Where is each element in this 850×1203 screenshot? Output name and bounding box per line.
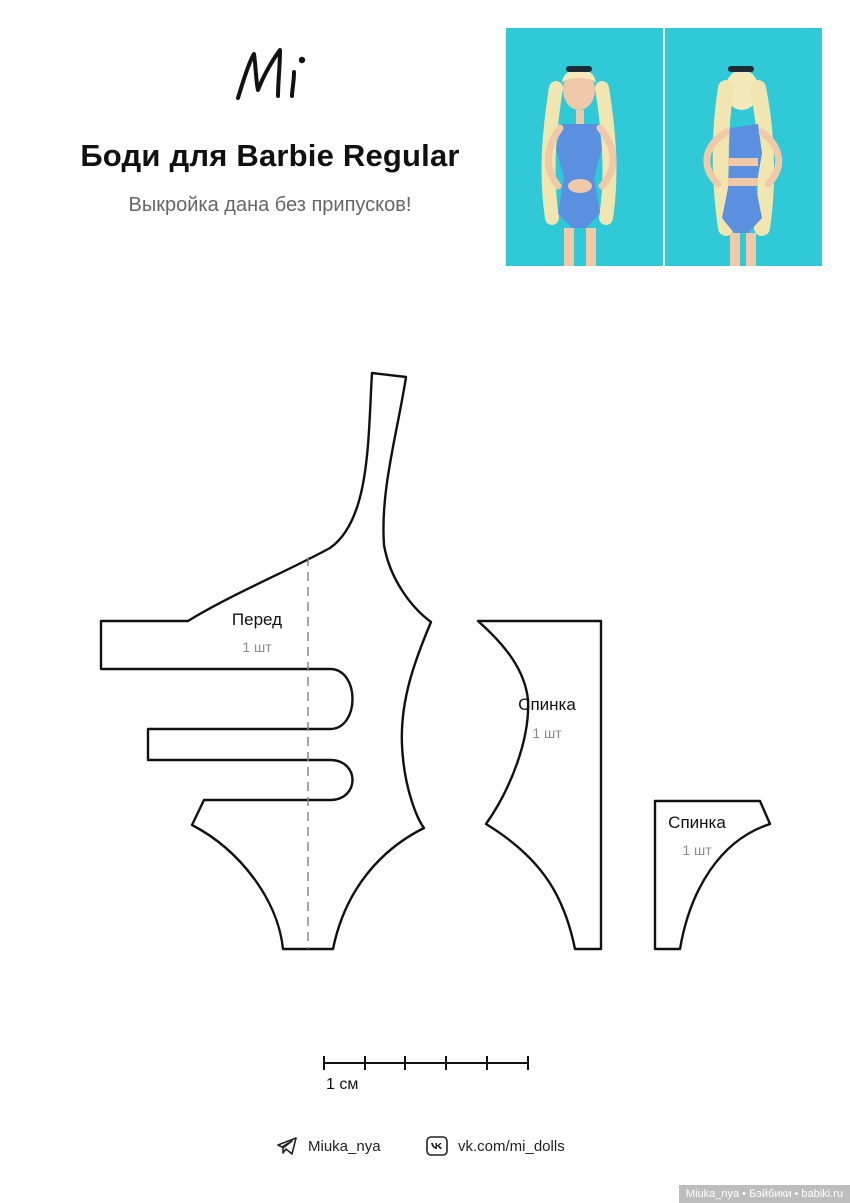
scale-label: 1 см [326,1076,359,1093]
back-piece-outline [478,621,601,949]
front-piece-label: Перед [231,610,283,629]
back-piece-label: Спинка [518,695,576,714]
front-piece-outline [101,373,431,949]
back-bottom-piece-label: Спинка [668,813,726,832]
back-bottom-piece-qty: 1 шт [682,842,712,858]
scale-bar [324,1056,528,1070]
page-subtitle: Выкройка дана без припусков! [128,194,412,216]
page-title: Боди для Barbie Regular [80,138,460,173]
telegram-icon [276,1136,298,1156]
vk-link[interactable] [426,1136,565,1156]
front-piece-qty: 1 шт [242,639,272,655]
back-piece-qty: 1 шт [532,725,562,741]
watermark: Miuka_nya • Бэйбики • babiki.ru [679,1185,850,1203]
vk-icon [426,1136,448,1156]
telegram-handle: Miuka_nya [308,1137,381,1155]
telegram-link[interactable] [276,1136,381,1156]
vk-url: vk.com/mi_dolls [458,1137,565,1155]
